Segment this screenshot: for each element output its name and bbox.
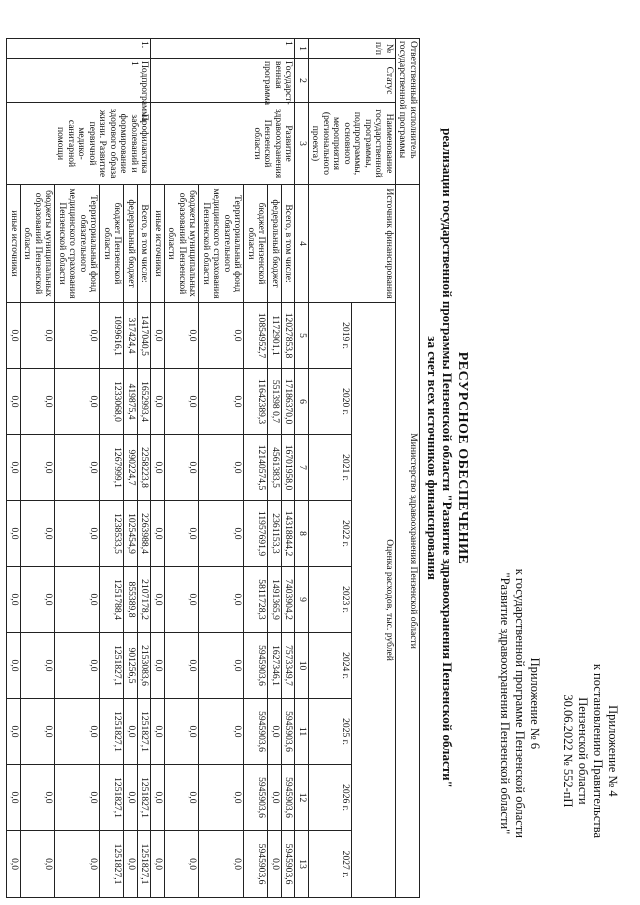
annex-4-line-1: Приложение № 4	[606, 705, 620, 797]
row-value: 1025454,9	[124, 501, 138, 567]
row-value: 11642389,3	[244, 369, 268, 435]
financing-table	[7, 38, 421, 898]
row-value: 1251827,1	[100, 765, 124, 831]
row-value: 1251827,1	[138, 831, 152, 898]
row-value: 0,0	[55, 765, 100, 831]
row-source: Территориальный фонд обязательного медицинского страхования Пензенской области	[55, 185, 100, 303]
row-value: 0,0	[199, 831, 244, 898]
col-estimate-header: Оценка расходов, тыс. рублей	[352, 303, 396, 898]
table-row	[282, 39, 296, 898]
row-program-name: Профилактика заболеваний и формирование здорового образа жизни. Развитие первичной медико-санитарной помощи	[7, 103, 151, 185]
row-value: 0,0	[151, 765, 165, 831]
row-value: 0,0	[7, 435, 21, 501]
title-line-2: реализации государственной программы Пензенской области "Развитие здравоохранения Пензенской области"	[440, 128, 455, 788]
row-value: 0,0	[165, 435, 200, 501]
annex-6-line-1: Приложение № 6	[528, 657, 542, 750]
row-value: 1251827,1	[100, 831, 124, 898]
row-value: 2258223,8	[138, 435, 152, 501]
row-value: 0,0	[165, 699, 200, 765]
row-value: 0,0	[21, 567, 56, 633]
row-value: 0,0	[55, 303, 100, 369]
year-header: 2021 г.	[309, 435, 353, 501]
responsible-row	[396, 39, 420, 898]
row-value: 14318844,2	[282, 501, 296, 567]
row-value: 0,0	[7, 303, 21, 369]
row-value: 1233068,0	[100, 369, 124, 435]
row-value: 5945903,6	[282, 831, 296, 898]
row-value: 0,0	[199, 699, 244, 765]
row-value: 5945903,6	[244, 633, 268, 699]
row-value: 0,0	[7, 633, 21, 699]
row-value: 7573349,7	[282, 633, 296, 699]
header-row	[352, 39, 396, 898]
row-value: 0,0	[151, 567, 165, 633]
title-line-1: РЕСУРСНОЕ ОБЕСПЕЧЕНИЕ	[455, 351, 470, 565]
row-value: 1099616,1	[100, 303, 124, 369]
annex-6-line-2: к государственной программе Пензенской области	[513, 568, 527, 838]
row-source: бюджет Пензенской области	[100, 185, 124, 303]
row-value: 2361153,3	[268, 501, 282, 567]
row-value: 4561383,5	[268, 435, 282, 501]
responsible-value: Министерство здравоохранения Пензенской области	[396, 185, 420, 898]
year-header: 2027 г.	[309, 831, 353, 898]
col-source-header: Источник финансирования	[309, 185, 396, 303]
row-source: федеральный бюджет	[124, 185, 138, 303]
column-number: 11	[295, 699, 309, 765]
row-value: 1627346,1	[268, 633, 282, 699]
row-value: 901256,5	[124, 633, 138, 699]
row-source: Всего, в том числе:	[282, 185, 296, 303]
column-number: 7	[295, 435, 309, 501]
row-value: 0,0	[199, 633, 244, 699]
row-value: 0,0	[199, 567, 244, 633]
row-value: 0,0	[199, 369, 244, 435]
row-value: 1267999,1	[100, 435, 124, 501]
row-value: 855389,8	[124, 567, 138, 633]
year-header: 2022 г.	[309, 501, 353, 567]
row-value: 5945903,6	[244, 831, 268, 898]
row-value: 1251827,1	[100, 633, 124, 699]
annex-4-line-2: к постановлению Правительства	[591, 663, 605, 838]
row-value: 12140574,5	[244, 435, 268, 501]
row-value: 0,0	[165, 765, 200, 831]
row-number: 1.	[7, 39, 151, 59]
colnum-row	[295, 39, 309, 898]
row-value: 0,0	[124, 765, 138, 831]
table-row	[138, 39, 152, 898]
row-value: 551398 0,7	[268, 369, 282, 435]
row-value: 0,0	[7, 699, 21, 765]
row-value: 0,0	[21, 303, 56, 369]
row-value: 0,0	[165, 501, 200, 567]
row-value: 0,0	[21, 831, 56, 898]
annex-4-line-4: 30.06.2022 № 552-пП	[561, 694, 575, 808]
column-number: 9	[295, 567, 309, 633]
row-value: 1172901,1	[268, 303, 282, 369]
row-number: 1	[151, 39, 295, 59]
row-value: 17186370,0	[282, 369, 296, 435]
row-value: 10854952,7	[244, 303, 268, 369]
row-value: 419875,4	[124, 369, 138, 435]
column-number: 12	[295, 765, 309, 831]
column-number: 6	[295, 369, 309, 435]
row-value: 2107178,2	[138, 567, 152, 633]
row-value: 0,0	[165, 567, 200, 633]
document-page	[0, 18, 620, 898]
year-header: 2026 г.	[309, 765, 353, 831]
column-number: 8	[295, 501, 309, 567]
row-value: 0,0	[268, 765, 282, 831]
row-value: 0,0	[199, 501, 244, 567]
row-value: 0,0	[124, 831, 138, 898]
row-value: 0,0	[21, 369, 56, 435]
row-value: 1251827,1	[138, 765, 152, 831]
row-status: Государст-венная программа	[151, 59, 295, 103]
year-header: 2019 г.	[309, 303, 353, 369]
row-value: 0,0	[55, 435, 100, 501]
row-value: 1238533,5	[100, 501, 124, 567]
row-value: 5945903,6	[282, 699, 296, 765]
row-value: 990224,7	[124, 435, 138, 501]
row-value: 0,0	[151, 699, 165, 765]
row-value: 7403904,2	[282, 567, 296, 633]
row-value: 1417040,5	[138, 303, 152, 369]
row-value: 5945903,6	[244, 699, 268, 765]
row-source: бюджеты муниципальных образований Пензенской области	[21, 185, 56, 303]
row-source: иные источники	[7, 185, 21, 303]
column-number: 13	[295, 831, 309, 898]
row-source: бюджет Пензенской области	[244, 185, 268, 303]
row-value: 0,0	[7, 765, 21, 831]
row-value: 0,0	[21, 501, 56, 567]
row-value: 0,0	[151, 633, 165, 699]
row-value: 2263988,4	[138, 501, 152, 567]
row-value: 0,0	[165, 831, 200, 898]
row-value: 0,0	[55, 501, 100, 567]
col-no-header: № п/п	[309, 39, 396, 59]
column-number: 1	[295, 39, 309, 59]
col-status-header: Статус	[309, 59, 396, 103]
row-value: 0,0	[21, 699, 56, 765]
row-value: 0,0	[7, 567, 21, 633]
row-source: иные источники	[151, 185, 165, 303]
row-value: 0,0	[7, 831, 21, 898]
row-value: 0,0	[151, 303, 165, 369]
annex-6-line-3: "Развитие здравоохранения Пензенской области"	[498, 572, 512, 835]
year-header: 2025 г.	[309, 699, 353, 765]
row-value: 0,0	[55, 567, 100, 633]
row-value: 1491365,9	[268, 567, 282, 633]
row-value: 16701958,0	[282, 435, 296, 501]
row-value: 1251788,4	[100, 567, 124, 633]
annex-4-header	[560, 664, 620, 838]
row-value: 12027853,8	[282, 303, 296, 369]
row-value: 0,0	[268, 699, 282, 765]
row-value: 0,0	[268, 831, 282, 898]
row-value: 0,0	[151, 831, 165, 898]
row-source: Всего, в том числе:	[138, 185, 152, 303]
row-value: 0,0	[199, 303, 244, 369]
row-value: 0,0	[124, 699, 138, 765]
year-header: 2023 г.	[309, 567, 353, 633]
row-value: 11957691,9	[244, 501, 268, 567]
row-value: 0,0	[55, 831, 100, 898]
row-value: 0,0	[165, 633, 200, 699]
year-header: 2020 г.	[309, 369, 353, 435]
row-value: 317424,4	[124, 303, 138, 369]
column-number: 4	[295, 185, 309, 303]
row-value: 0,0	[21, 765, 56, 831]
row-value: 0,0	[151, 369, 165, 435]
row-value: 0,0	[7, 501, 21, 567]
row-value: 0,0	[199, 435, 244, 501]
row-value: 0,0	[7, 369, 21, 435]
row-value: 1652993,4	[138, 369, 152, 435]
title-line-3: за счет всех источников финансирования	[425, 336, 440, 580]
column-number: 5	[295, 303, 309, 369]
row-value: 0,0	[21, 633, 56, 699]
row-value: 5945903,6	[282, 765, 296, 831]
row-status: Подпрограмма 1	[7, 59, 151, 103]
row-value: 0,0	[55, 699, 100, 765]
column-number: 3	[295, 103, 309, 185]
row-source: федеральный бюджет	[268, 185, 282, 303]
annex-4-line-3: Пензенской области	[576, 697, 590, 805]
row-value: 0,0	[165, 369, 200, 435]
annex-6-header	[497, 569, 542, 838]
row-value: 0,0	[165, 303, 200, 369]
responsible-label: Ответственный исполнитель государственной программы	[396, 39, 420, 185]
col-name-header: Наименование государственной программы, подпрограммы, основного мероприятия (регионального проекта)	[309, 103, 396, 185]
document-title	[425, 18, 470, 898]
row-value: 0,0	[151, 501, 165, 567]
row-source: Территориальный фонд обязательного медицинского страхования Пензенской области	[199, 185, 244, 303]
row-source: бюджеты муниципальных образований Пензенской области	[165, 185, 200, 303]
row-value: 1251827,1	[138, 699, 152, 765]
column-number: 2	[295, 59, 309, 103]
row-value: 5945903,6	[244, 765, 268, 831]
row-value: 0,0	[199, 765, 244, 831]
row-value: 5811728,3	[244, 567, 268, 633]
row-program-name: Развитие здравоохранения Пензенской области	[151, 103, 295, 185]
row-value: 2153083,6	[138, 633, 152, 699]
row-value: 0,0	[55, 633, 100, 699]
row-value: 0,0	[21, 435, 56, 501]
row-value: 0,0	[151, 435, 165, 501]
row-value: 1251827,1	[100, 699, 124, 765]
column-number: 10	[295, 633, 309, 699]
row-value: 0,0	[55, 369, 100, 435]
year-header: 2024 г.	[309, 633, 353, 699]
